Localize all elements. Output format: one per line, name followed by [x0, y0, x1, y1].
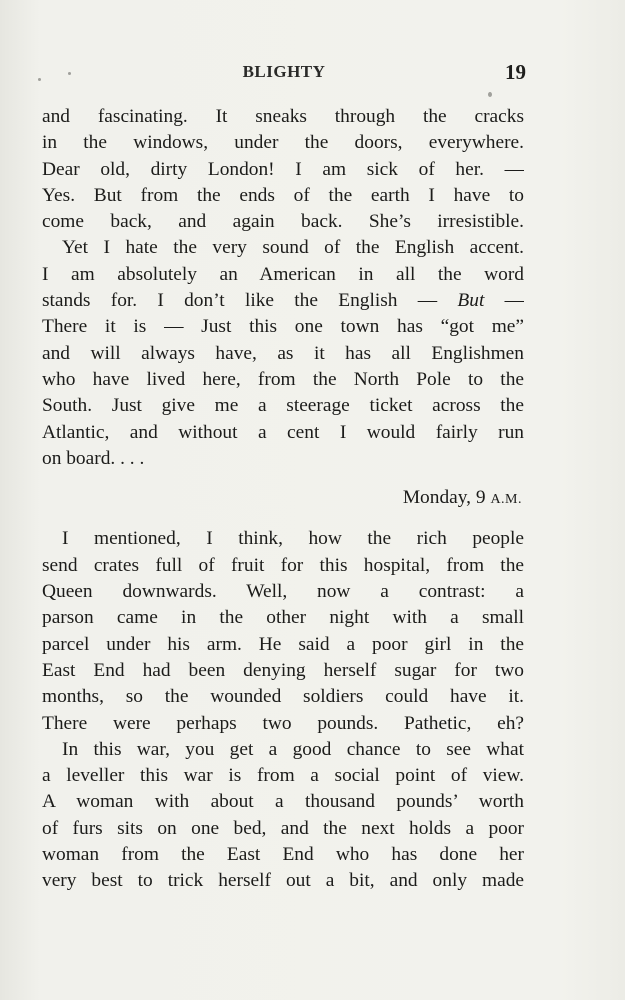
dateline: [42, 485, 524, 513]
text-line: There were perhaps two pounds. Pathetic, eh?: [42, 712, 524, 734]
text-line: I mentioned, I think, how the rich people: [62, 528, 524, 550]
text-line: months, so the wounded soldiers could have it.: [42, 686, 524, 708]
text-line: Queen downwards. Well, now a contrast: a: [42, 581, 524, 603]
text-line: of furs sits on one bed, and the next holds a poor: [42, 817, 524, 839]
text-line: woman from the East End who has done her: [42, 844, 524, 866]
text-line: and fascinating. It sneaks through the cracks: [42, 106, 524, 127]
text-line: Yet I hate the very sound of the English accent.: [62, 237, 524, 259]
text-line: a leveller this war is from a social point of view.: [42, 765, 524, 787]
dateline-time: A.M.: [490, 492, 522, 508]
dateline-day: Monday, 9: [402, 487, 486, 509]
text-line: South. Just give me a steerage ticket across the: [42, 395, 524, 417]
paragraph-1: [42, 104, 524, 235]
text-line: In this war, you get a good chance to see what: [62, 738, 524, 760]
paragraph-2: [42, 235, 524, 472]
text-line: parson came in the other night with a small: [42, 607, 524, 629]
text-line: East End had been denying herself sugar for two: [42, 659, 524, 681]
text-line: Yes. But from the ends of the earth I have to: [42, 184, 524, 206]
ink-speck: [488, 92, 492, 97]
text-line: on board. . . .: [42, 447, 145, 469]
ink-speck: [68, 72, 71, 75]
paragraph-4: [42, 737, 524, 895]
text-line: There it is — Just this one town has “got me”: [42, 316, 524, 338]
ink-speck: [38, 78, 41, 81]
text-line: A woman with about a thousand pounds’ worth: [42, 791, 524, 813]
text-line: Atlantic, and without a cent I would fairly run: [42, 421, 524, 443]
running-head: [42, 60, 526, 86]
page-number: 19: [505, 60, 526, 84]
paragraph-3: [42, 526, 524, 736]
text-line: in the windows, under the doors, everywhere.: [42, 132, 524, 154]
text-line: very best to trick herself out a bit, and only made: [42, 870, 524, 892]
text-line: stands for. I don’t like the English — But —: [42, 290, 524, 312]
text-line: I am absolutely an American in all the word: [42, 263, 524, 285]
text-line: parcel under his arm. He said a poor girl in the: [42, 633, 524, 655]
text-line: come back, and again back. She’s irresistible.: [42, 211, 524, 233]
text-line: send crates full of fruit for this hospital, from the: [42, 554, 524, 576]
text-line: and will always have, as it has all Englishmen: [42, 342, 524, 364]
text-line: Dear old, dirty London! I am sick of her. —: [42, 158, 524, 180]
body-text: [42, 104, 524, 895]
text-line: who have lived here, from the North Pole to the: [42, 368, 524, 390]
running-title: BLIGHTY: [242, 62, 326, 81]
